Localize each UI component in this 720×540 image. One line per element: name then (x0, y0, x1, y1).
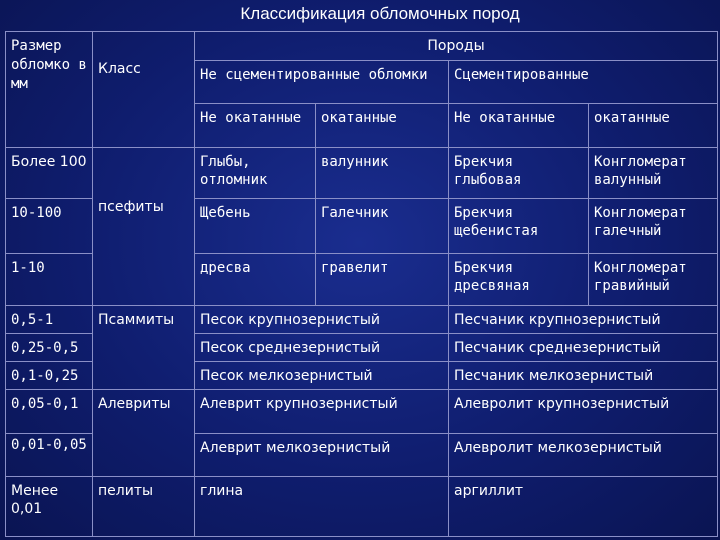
class-cell-psephites: псефиты (93, 148, 195, 306)
header-class: Класс (93, 32, 195, 148)
table-row (6, 306, 718, 334)
header-uncemented-rounded: окатанные (316, 104, 449, 148)
rock-cell: Алеврит мелкозернистый (195, 434, 449, 477)
size-cell: 0,1-0,25 (6, 362, 93, 390)
rock-cell: Конгломерат гравийный (589, 254, 718, 306)
header-cemented-not-rounded: Не окатанные (449, 104, 589, 148)
rock-cell: аргиллит (449, 477, 718, 537)
rock-cell: Песок мелкозернистый (195, 362, 449, 390)
rock-cell: Щебень (195, 199, 316, 254)
size-cell: 0,25-0,5 (6, 334, 93, 362)
rock-cell: Песчаник среднезернистый (449, 334, 718, 362)
table-row (6, 390, 718, 434)
rock-cell: Конгломерат галечный (589, 199, 718, 254)
rock-cell: валунник (316, 148, 449, 199)
table-row (6, 148, 718, 199)
rock-cell: Песчаник мелкозернистый (449, 362, 718, 390)
rock-cell: Песок среднезернистый (195, 334, 449, 362)
size-cell: 1-10 (6, 254, 93, 306)
class-cell-pelites: пелиты (93, 477, 195, 537)
header-cemented: Сцементированные (449, 61, 718, 104)
size-cell: 0,05-0,1 (6, 390, 93, 434)
slide-title: Классификация обломочных пород (240, 4, 520, 23)
header-rocks: Породы (195, 32, 718, 61)
rock-cell: Песчаник крупнозернистый (449, 306, 718, 334)
class-cell-aleurites: Алевриты (93, 390, 195, 477)
rock-cell: Галечник (316, 199, 449, 254)
rock-cell: Глыбы, отломник (195, 148, 316, 199)
rock-cell: Алеврит крупнозернистый (195, 390, 449, 434)
rock-cell: гравелит (316, 254, 449, 306)
class-cell-psammites: Псаммиты (93, 306, 195, 390)
size-cell: 0,5-1 (6, 306, 93, 334)
header-row-1 (6, 32, 718, 61)
classification-table (5, 31, 718, 537)
size-cell: Более 100 (6, 148, 93, 199)
rock-cell: Брекчия дресвяная (449, 254, 589, 306)
table-row (6, 477, 718, 537)
header-uncemented-not-rounded: Не окатанные (195, 104, 316, 148)
rock-cell: Алевролит крупнозернистый (449, 390, 718, 434)
rock-cell: Алевролит мелкозернистый (449, 434, 718, 477)
rock-cell: Песок крупнозернистый (195, 306, 449, 334)
rock-cell: Брекчия глыбовая (449, 148, 589, 199)
rock-cell: Конгломерат валунный (589, 148, 718, 199)
rock-cell: глина (195, 477, 449, 537)
rock-cell: Брекчия щебенистая (449, 199, 589, 254)
header-cemented-rounded: окатанные (589, 104, 718, 148)
size-cell: 0,01-0,05 (6, 434, 93, 477)
header-size: Размер обломко в мм (6, 32, 93, 148)
size-cell: Менее 0,01 (6, 477, 93, 537)
rock-cell: дресва (195, 254, 316, 306)
header-uncemented: Не сцементированные обломки (195, 61, 449, 104)
size-cell: 10-100 (6, 199, 93, 254)
